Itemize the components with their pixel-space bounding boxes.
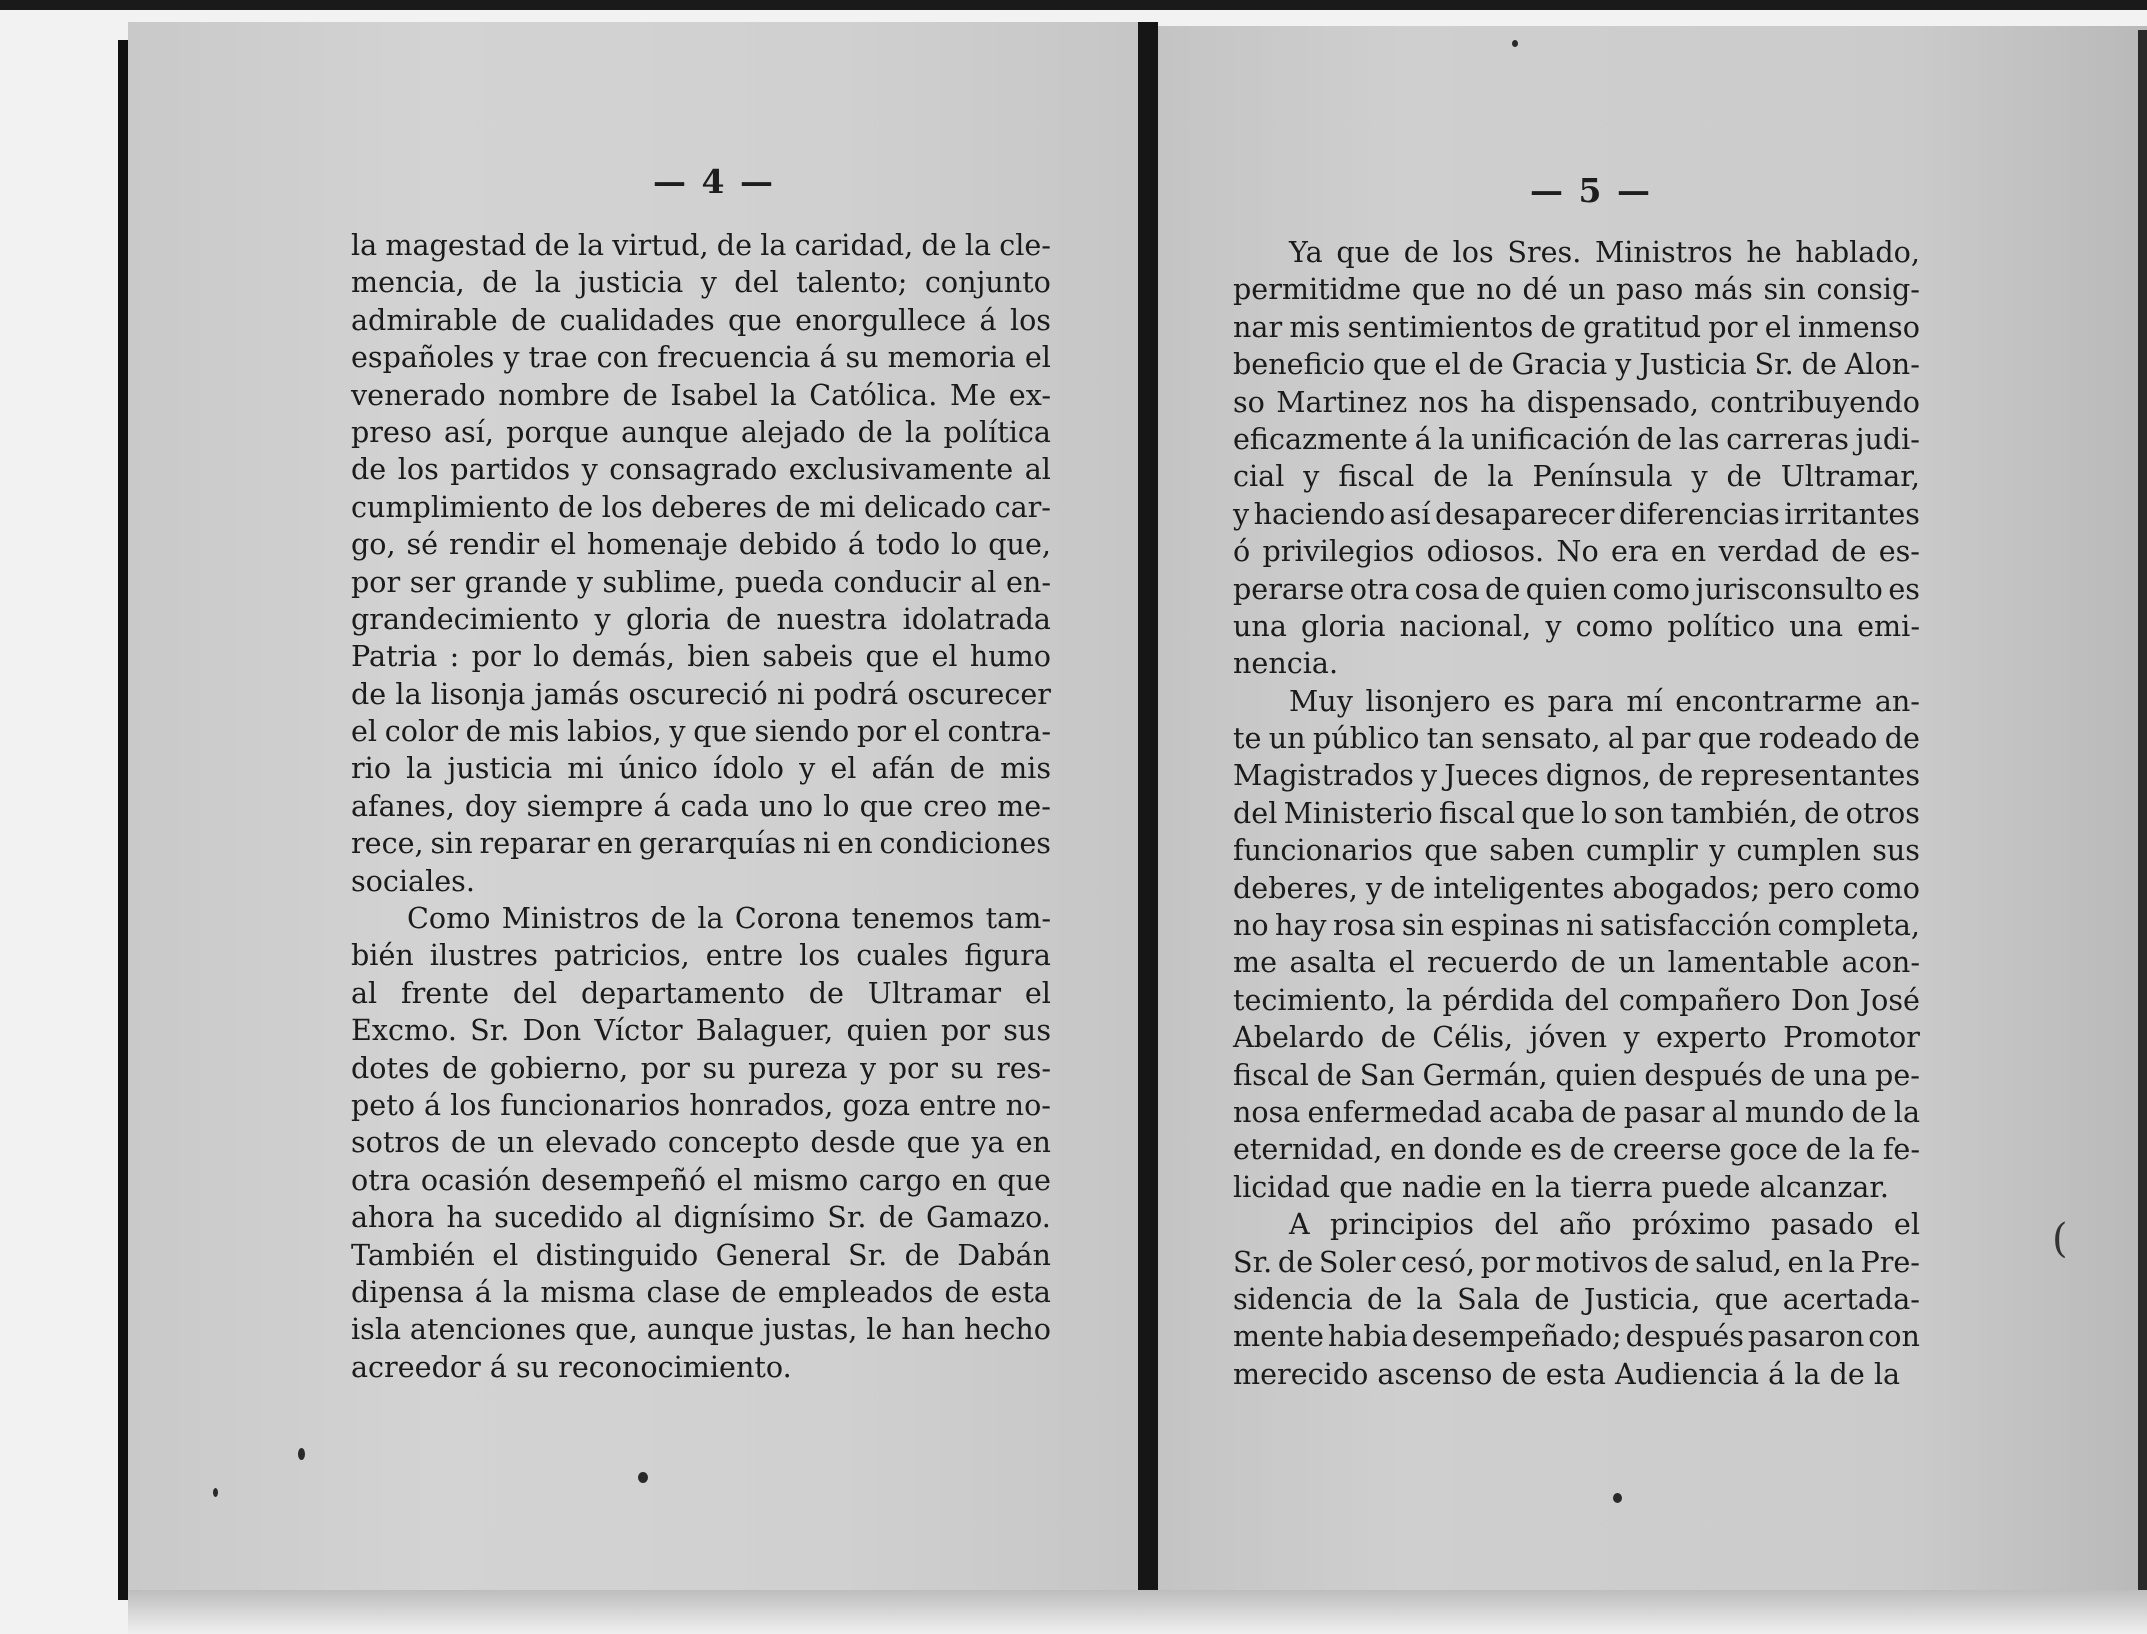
text-line: me asalta el recuerdo de un lamentable acon- [1233, 945, 1920, 980]
left-page-body [351, 227, 1051, 1386]
scan-top-edge [0, 0, 2147, 10]
text-line: nencia. [1233, 646, 1339, 681]
book-gutter [1138, 22, 1158, 1602]
text-line: cumplimiento de los deberes de mi delicado car- [351, 489, 1051, 524]
text-line: sociales. [351, 863, 475, 898]
text-line: españoles y trae con frecuencia á su memoria el [351, 340, 1051, 375]
ink-speck [638, 1472, 648, 1483]
text-line: del Ministerio fiscal que lo son también, de otros [1233, 795, 1920, 830]
text-line: Ya que de los Sres. Ministros he hablado, [1289, 235, 1920, 269]
text-line: Patria : por lo demás, bien sabeis que el humo [351, 639, 1051, 674]
text-line: eficazmente á la unificación de las carreras judi- [1233, 421, 1920, 456]
text-line: deberes, y de inteligentes abogados; pero como [1233, 870, 1920, 905]
margin-mark: ( [2052, 1216, 2068, 1262]
page-number-right: — 5 — [1530, 171, 1652, 210]
ink-speck [1512, 40, 1518, 47]
text-line: funcionarios que saben cumplir y cumplen sus [1233, 833, 1920, 868]
text-line: cial y fiscal de la Península y de Ultramar, [1233, 459, 1920, 494]
text-line: Sr. de Soler cesó, por motivos de salud, en la Pre- [1233, 1244, 1920, 1279]
text-line: mente habia desempeñado; después pasaron con [1233, 1319, 1920, 1354]
text-line: peto á los funcionarios honrados, goza entre no- [351, 1087, 1051, 1122]
right-page [1158, 26, 2147, 1594]
text-line: de los partidos y consagrado exclusivamente al [351, 452, 1051, 487]
text-line: al frente del departamento de Ultramar el [351, 975, 1051, 1010]
text-line: sidencia de la Sala de Justicia, que acertada- [1233, 1281, 1920, 1316]
text-line: eternidad, en donde es de creerse goce de la fe- [1233, 1132, 1920, 1167]
text-line: perarse otra cosa de quien como jurisconsulto es [1233, 571, 1920, 606]
text-line: También el distinguido General Sr. de Dabán [351, 1237, 1051, 1272]
text-line: otra ocasión desempeñó el mismo cargo en que [351, 1162, 1051, 1197]
left-binding-shadow [118, 40, 128, 1600]
right-page-body [1233, 234, 1920, 1393]
text-line: dotes de gobierno, por su pureza y por su res- [351, 1050, 1051, 1085]
text-line: la magestad de la virtud, de la caridad, de la cle- [351, 228, 1051, 262]
text-line: nosa enfermedad acaba de pasar al mundo de la [1233, 1094, 1920, 1129]
text-line: y haciendo así desaparecer diferencias irritantes [1233, 496, 1920, 531]
text-line: sotros de un elevado concepto desde que ya en [351, 1125, 1051, 1160]
text-line: tecimiento, la pérdida del compañero Don José [1233, 982, 1920, 1017]
text-line: Excmo. Sr. Don Víctor Balaguer, quien por sus [351, 1013, 1051, 1048]
right-edge-shadow [2138, 30, 2147, 1600]
text-line: por ser grande y sublime, pueda conducir al en- [351, 564, 1051, 599]
text-line: no hay rosa sin espinas ni satisfacción completa, [1233, 908, 1920, 943]
text-line: mencia, de la justicia y del talento; conjunto [351, 265, 1051, 300]
text-line: ahora ha sucedido al dignísimo Sr. de Gamazo. [351, 1200, 1051, 1235]
text-line: grandecimiento y gloria de nuestra idolatrada [351, 601, 1051, 636]
ink-speck [298, 1448, 305, 1460]
text-line: fiscal de San Germán, quien después de una pe- [1233, 1057, 1920, 1092]
text-line: beneficio que el de Gracia y Justicia Sr. de Alon- [1233, 347, 1920, 382]
text-line: el color de mis labios, y que siendo por el contra- [351, 714, 1051, 749]
text-line: Abelardo de Célis, jóven y experto Promotor [1233, 1020, 1920, 1055]
text-line: acreedor á su reconocimiento. [351, 1349, 792, 1384]
text-line: bién ilustres patricios, entre los cuales figura [351, 938, 1051, 973]
text-line: so Martinez nos ha dispensado, contribuyendo [1233, 384, 1920, 419]
scan-bottom-margin [128, 1590, 2147, 1634]
ink-speck [213, 1488, 218, 1497]
text-line: A principios del año próximo pasado el [1289, 1207, 1920, 1242]
text-line: isla atenciones que, aunque justas, le han hecho [351, 1312, 1051, 1347]
text-line: Muy lisonjero es para mí encontrarme an- [1289, 683, 1920, 718]
text-line: licidad que nadie en la tierra puede alcanzar. [1233, 1169, 1889, 1204]
left-page [128, 22, 1138, 1592]
text-line: una gloria nacional, y como político una emi- [1233, 608, 1920, 643]
text-line: afanes, doy siempre á cada uno lo que creo me- [351, 788, 1051, 823]
text-line: dipensa á la misma clase de empleados de esta [351, 1274, 1051, 1309]
text-line: rio la justicia mi único ídolo y el afán de mis [351, 751, 1051, 786]
text-line: rece, sin reparar en gerarquías ni en condiciones [351, 826, 1051, 861]
text-line: nar mis sentimientos de gratitud por el inmenso [1233, 309, 1920, 344]
text-line: ó privilegios odiosos. No era en verdad de es- [1233, 534, 1920, 569]
text-line: de la lisonja jamás oscureció ni podrá oscurecer [351, 676, 1051, 711]
page-number-left: — 4 — [653, 162, 775, 201]
ink-speck [1613, 1493, 1622, 1503]
text-line: te un público tan sensato, al par que rodeado de [1233, 721, 1920, 756]
text-line: go, sé rendir el homenaje debido á todo lo que, [351, 527, 1051, 562]
text-line: Magistrados y Jueces dignos, de representantes [1233, 758, 1920, 793]
text-line: Como Ministros de la Corona tenemos tam- [407, 901, 1051, 936]
text-line: merecido ascenso de esta Audiencia á la de la [1233, 1356, 1901, 1391]
text-line: preso así, porque aunque alejado de la política [351, 414, 1051, 449]
text-line: venerado nombre de Isabel la Católica. Me ex- [351, 377, 1051, 412]
text-line: permitidme que no dé un paso más sin consig- [1233, 272, 1920, 307]
text-line: admirable de cualidades que enorgullece á los [351, 302, 1051, 337]
